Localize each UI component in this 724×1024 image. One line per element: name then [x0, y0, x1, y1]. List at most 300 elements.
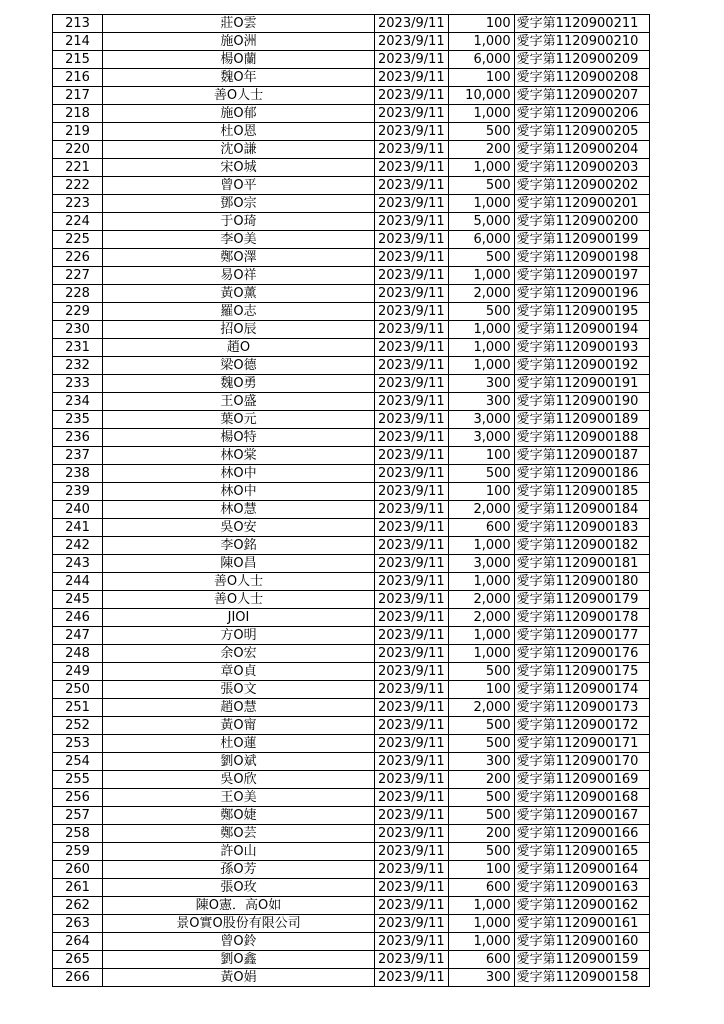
- table-row: [53, 753, 650, 771]
- table-row: [53, 411, 650, 429]
- row-number-cell: 261: [53, 879, 103, 897]
- receipt-number-cell: 愛字第1120900172: [514, 717, 649, 735]
- donor-name-cell: 葉O元: [103, 411, 375, 429]
- amount-cell: 6,000: [448, 231, 514, 249]
- row-number-cell: 222: [53, 177, 103, 195]
- receipt-number-cell: 愛字第1120900175: [514, 663, 649, 681]
- amount-cell: 1,000: [448, 645, 514, 663]
- row-number-cell: 216: [53, 69, 103, 87]
- receipt-number-cell: 愛字第1120900194: [514, 321, 649, 339]
- donation-date-cell: 2023/9/11: [375, 303, 449, 321]
- row-number-cell: 244: [53, 573, 103, 591]
- receipt-number-cell: 愛字第1120900170: [514, 753, 649, 771]
- row-number-cell: 226: [53, 249, 103, 267]
- amount-cell: 500: [448, 735, 514, 753]
- row-number-cell: 224: [53, 213, 103, 231]
- donor-name-cell: 林O慧: [103, 501, 375, 519]
- donor-name-cell: 鄭O婕: [103, 807, 375, 825]
- amount-cell: 100: [448, 447, 514, 465]
- donation-date-cell: 2023/9/11: [375, 177, 449, 195]
- row-number-cell: 247: [53, 627, 103, 645]
- receipt-number-cell: 愛字第1120900174: [514, 681, 649, 699]
- row-number-cell: 217: [53, 87, 103, 105]
- donor-name-cell: 林O中: [103, 483, 375, 501]
- amount-cell: 500: [448, 843, 514, 861]
- amount-cell: 1,000: [448, 537, 514, 555]
- amount-cell: 1,000: [448, 915, 514, 933]
- table-row: [53, 591, 650, 609]
- amount-cell: 3,000: [448, 429, 514, 447]
- donor-name-cell: 梁O德: [103, 357, 375, 375]
- receipt-number-cell: 愛字第1120900187: [514, 447, 649, 465]
- table-row: [53, 519, 650, 537]
- donation-date-cell: 2023/9/11: [375, 825, 449, 843]
- donation-date-cell: 2023/9/11: [375, 411, 449, 429]
- donation-date-cell: 2023/9/11: [375, 735, 449, 753]
- donation-date-cell: 2023/9/11: [375, 591, 449, 609]
- row-number-cell: 225: [53, 231, 103, 249]
- table-row: [53, 501, 650, 519]
- donor-name-cell: 黃O甯: [103, 717, 375, 735]
- receipt-number-cell: 愛字第1120900196: [514, 285, 649, 303]
- table-row: [53, 375, 650, 393]
- amount-cell: 200: [448, 771, 514, 789]
- receipt-number-cell: 愛字第1120900191: [514, 375, 649, 393]
- donation-date-cell: 2023/9/11: [375, 195, 449, 213]
- amount-cell: 1,000: [448, 195, 514, 213]
- row-number-cell: 235: [53, 411, 103, 429]
- row-number-cell: 256: [53, 789, 103, 807]
- table-row: [53, 789, 650, 807]
- table-row: [53, 771, 650, 789]
- receipt-number-cell: 愛字第1120900166: [514, 825, 649, 843]
- receipt-number-cell: 愛字第1120900163: [514, 879, 649, 897]
- donor-name-cell: 趙O慧: [103, 699, 375, 717]
- amount-cell: 200: [448, 825, 514, 843]
- table-row: [53, 699, 650, 717]
- receipt-number-cell: 愛字第1120900203: [514, 159, 649, 177]
- row-number-cell: 265: [53, 951, 103, 969]
- donation-date-cell: 2023/9/11: [375, 555, 449, 573]
- donor-name-cell: 余O宏: [103, 645, 375, 663]
- donation-date-cell: 2023/9/11: [375, 321, 449, 339]
- donation-date-cell: 2023/9/11: [375, 807, 449, 825]
- donation-date-cell: 2023/9/11: [375, 753, 449, 771]
- row-number-cell: 237: [53, 447, 103, 465]
- donor-name-cell: 杜O恩: [103, 123, 375, 141]
- receipt-number-cell: 愛字第1120900178: [514, 609, 649, 627]
- row-number-cell: 229: [53, 303, 103, 321]
- receipt-number-cell: 愛字第1120900159: [514, 951, 649, 969]
- donation-date-cell: 2023/9/11: [375, 501, 449, 519]
- table-row: [53, 357, 650, 375]
- donation-date-cell: 2023/9/11: [375, 375, 449, 393]
- row-number-cell: 221: [53, 159, 103, 177]
- receipt-number-cell: 愛字第1120900205: [514, 123, 649, 141]
- donor-name-cell: 易O祥: [103, 267, 375, 285]
- amount-cell: 500: [448, 807, 514, 825]
- table-row: [53, 645, 650, 663]
- row-number-cell: 245: [53, 591, 103, 609]
- row-number-cell: 263: [53, 915, 103, 933]
- amount-cell: 600: [448, 951, 514, 969]
- donation-date-cell: 2023/9/11: [375, 843, 449, 861]
- receipt-number-cell: 愛字第1120900179: [514, 591, 649, 609]
- receipt-number-cell: 愛字第1120900164: [514, 861, 649, 879]
- donation-table: [52, 14, 650, 987]
- table-row: [53, 897, 650, 915]
- table-row: [53, 537, 650, 555]
- amount-cell: 2,000: [448, 501, 514, 519]
- row-number-cell: 258: [53, 825, 103, 843]
- table-row: [53, 609, 650, 627]
- donor-name-cell: 莊O雲: [103, 15, 375, 33]
- row-number-cell: 262: [53, 897, 103, 915]
- donation-date-cell: 2023/9/11: [375, 447, 449, 465]
- receipt-number-cell: 愛字第1120900200: [514, 213, 649, 231]
- donor-name-cell: 林O棠: [103, 447, 375, 465]
- row-number-cell: 213: [53, 15, 103, 33]
- table-row: [53, 177, 650, 195]
- amount-cell: 300: [448, 393, 514, 411]
- row-number-cell: 251: [53, 699, 103, 717]
- donor-name-cell: 林O中: [103, 465, 375, 483]
- receipt-number-cell: 愛字第1120900199: [514, 231, 649, 249]
- donor-name-cell: 善O人士: [103, 87, 375, 105]
- amount-cell: 100: [448, 483, 514, 501]
- receipt-number-cell: 愛字第1120900184: [514, 501, 649, 519]
- receipt-number-cell: 愛字第1120900192: [514, 357, 649, 375]
- row-number-cell: 252: [53, 717, 103, 735]
- donor-name-cell: JIOI: [103, 609, 375, 627]
- donation-date-cell: 2023/9/11: [375, 123, 449, 141]
- row-number-cell: 215: [53, 51, 103, 69]
- table-row: [53, 969, 650, 987]
- donation-date-cell: 2023/9/11: [375, 771, 449, 789]
- amount-cell: 3,000: [448, 555, 514, 573]
- donor-name-cell: 杜O蓮: [103, 735, 375, 753]
- donor-name-cell: 曾O鈴: [103, 933, 375, 951]
- table-row: [53, 681, 650, 699]
- table-row: [53, 807, 650, 825]
- table-row: [53, 663, 650, 681]
- row-number-cell: 238: [53, 465, 103, 483]
- receipt-number-cell: 愛字第1120900161: [514, 915, 649, 933]
- amount-cell: 1,000: [448, 267, 514, 285]
- amount-cell: 6,000: [448, 51, 514, 69]
- table-row: [53, 861, 650, 879]
- receipt-number-cell: 愛字第1120900158: [514, 969, 649, 987]
- amount-cell: 600: [448, 879, 514, 897]
- donation-date-cell: 2023/9/11: [375, 483, 449, 501]
- donation-date-cell: 2023/9/11: [375, 897, 449, 915]
- table-row: [53, 825, 650, 843]
- amount-cell: 600: [448, 519, 514, 537]
- amount-cell: 2,000: [448, 609, 514, 627]
- receipt-number-cell: 愛字第1120900180: [514, 573, 649, 591]
- row-number-cell: 266: [53, 969, 103, 987]
- row-number-cell: 233: [53, 375, 103, 393]
- receipt-number-cell: 愛字第1120900195: [514, 303, 649, 321]
- donor-name-cell: 楊O特: [103, 429, 375, 447]
- row-number-cell: 220: [53, 141, 103, 159]
- receipt-number-cell: 愛字第1120900168: [514, 789, 649, 807]
- donor-name-cell: 李O銘: [103, 537, 375, 555]
- table-row: [53, 51, 650, 69]
- receipt-number-cell: 愛字第1120900202: [514, 177, 649, 195]
- donor-name-cell: 劉O斌: [103, 753, 375, 771]
- receipt-number-cell: 愛字第1120900193: [514, 339, 649, 357]
- amount-cell: 2,000: [448, 699, 514, 717]
- donor-name-cell: 善O人士: [103, 591, 375, 609]
- amount-cell: 1,000: [448, 33, 514, 51]
- donor-name-cell: 宋O城: [103, 159, 375, 177]
- donor-name-cell: 張O文: [103, 681, 375, 699]
- table-row: [53, 69, 650, 87]
- receipt-number-cell: 愛字第1120900182: [514, 537, 649, 555]
- donation-date-cell: 2023/9/11: [375, 933, 449, 951]
- row-number-cell: 232: [53, 357, 103, 375]
- table-row: [53, 915, 650, 933]
- row-number-cell: 231: [53, 339, 103, 357]
- amount-cell: 100: [448, 15, 514, 33]
- receipt-number-cell: 愛字第1120900188: [514, 429, 649, 447]
- donation-date-cell: 2023/9/11: [375, 969, 449, 987]
- donor-name-cell: 黃O娟: [103, 969, 375, 987]
- row-number-cell: 250: [53, 681, 103, 699]
- donation-date-cell: 2023/9/11: [375, 69, 449, 87]
- row-number-cell: 249: [53, 663, 103, 681]
- table-row: [53, 123, 650, 141]
- receipt-number-cell: 愛字第1120900211: [514, 15, 649, 33]
- amount-cell: 300: [448, 969, 514, 987]
- donor-name-cell: 于O琦: [103, 213, 375, 231]
- table-row: [53, 555, 650, 573]
- donation-date-cell: 2023/9/11: [375, 429, 449, 447]
- donor-name-cell: 黃O薰: [103, 285, 375, 303]
- donor-name-cell: 魏O勇: [103, 375, 375, 393]
- donor-name-cell: 曾O平: [103, 177, 375, 195]
- donation-date-cell: 2023/9/11: [375, 285, 449, 303]
- donor-name-cell: 施O洲: [103, 33, 375, 51]
- row-number-cell: 243: [53, 555, 103, 573]
- amount-cell: 500: [448, 177, 514, 195]
- receipt-number-cell: 愛字第1120900208: [514, 69, 649, 87]
- receipt-number-cell: 愛字第1120900204: [514, 141, 649, 159]
- table-row: [53, 447, 650, 465]
- table-row: [53, 627, 650, 645]
- amount-cell: 100: [448, 861, 514, 879]
- donor-name-cell: 招O辰: [103, 321, 375, 339]
- amount-cell: 1,000: [448, 357, 514, 375]
- table-row: [53, 321, 650, 339]
- receipt-number-cell: 愛字第1120900167: [514, 807, 649, 825]
- receipt-number-cell: 愛字第1120900181: [514, 555, 649, 573]
- donation-date-cell: 2023/9/11: [375, 33, 449, 51]
- row-number-cell: 248: [53, 645, 103, 663]
- donor-name-cell: 李O美: [103, 231, 375, 249]
- table-body: [53, 15, 650, 987]
- amount-cell: 1,000: [448, 573, 514, 591]
- donation-date-cell: 2023/9/11: [375, 681, 449, 699]
- donor-name-cell: 陳O憲．高O如: [103, 897, 375, 915]
- donation-date-cell: 2023/9/11: [375, 15, 449, 33]
- donation-date-cell: 2023/9/11: [375, 357, 449, 375]
- donation-date-cell: 2023/9/11: [375, 645, 449, 663]
- table-row: [53, 393, 650, 411]
- table-row: [53, 483, 650, 501]
- receipt-number-cell: 愛字第1120900162: [514, 897, 649, 915]
- receipt-number-cell: 愛字第1120900206: [514, 105, 649, 123]
- receipt-number-cell: 愛字第1120900169: [514, 771, 649, 789]
- donation-date-cell: 2023/9/11: [375, 951, 449, 969]
- table-row: [53, 717, 650, 735]
- row-number-cell: 230: [53, 321, 103, 339]
- amount-cell: 500: [448, 123, 514, 141]
- row-number-cell: 253: [53, 735, 103, 753]
- amount-cell: 1,000: [448, 339, 514, 357]
- donation-date-cell: 2023/9/11: [375, 537, 449, 555]
- amount-cell: 1,000: [448, 105, 514, 123]
- donor-name-cell: 魏O年: [103, 69, 375, 87]
- donation-date-cell: 2023/9/11: [375, 159, 449, 177]
- row-number-cell: 242: [53, 537, 103, 555]
- row-number-cell: 219: [53, 123, 103, 141]
- amount-cell: 1,000: [448, 627, 514, 645]
- table-row: [53, 429, 650, 447]
- donor-name-cell: 吳O欣: [103, 771, 375, 789]
- donor-name-cell: 王O美: [103, 789, 375, 807]
- table-row: [53, 573, 650, 591]
- donation-date-cell: 2023/9/11: [375, 465, 449, 483]
- amount-cell: 500: [448, 717, 514, 735]
- amount-cell: 100: [448, 69, 514, 87]
- amount-cell: 2,000: [448, 591, 514, 609]
- receipt-number-cell: 愛字第1120900173: [514, 699, 649, 717]
- donor-name-cell: 鄧O宗: [103, 195, 375, 213]
- donation-date-cell: 2023/9/11: [375, 699, 449, 717]
- table-row: [53, 159, 650, 177]
- donation-date-cell: 2023/9/11: [375, 231, 449, 249]
- table-row: [53, 195, 650, 213]
- amount-cell: 100: [448, 681, 514, 699]
- donor-name-cell: 善O人士: [103, 573, 375, 591]
- amount-cell: 500: [448, 663, 514, 681]
- donor-name-cell: 章O貞: [103, 663, 375, 681]
- amount-cell: 500: [448, 303, 514, 321]
- donation-date-cell: 2023/9/11: [375, 609, 449, 627]
- amount-cell: 1,000: [448, 933, 514, 951]
- row-number-cell: 236: [53, 429, 103, 447]
- amount-cell: 300: [448, 753, 514, 771]
- donor-name-cell: 鄭O澤: [103, 249, 375, 267]
- donor-name-cell: 鄭O芸: [103, 825, 375, 843]
- row-number-cell: 241: [53, 519, 103, 537]
- receipt-number-cell: 愛字第1120900189: [514, 411, 649, 429]
- donor-name-cell: 方O明: [103, 627, 375, 645]
- donation-date-cell: 2023/9/11: [375, 519, 449, 537]
- donation-date-cell: 2023/9/11: [375, 213, 449, 231]
- donation-date-cell: 2023/9/11: [375, 51, 449, 69]
- donation-date-cell: 2023/9/11: [375, 393, 449, 411]
- table-row: [53, 951, 650, 969]
- row-number-cell: 227: [53, 267, 103, 285]
- receipt-number-cell: 愛字第1120900210: [514, 33, 649, 51]
- donation-date-cell: 2023/9/11: [375, 627, 449, 645]
- donor-name-cell: 吳O安: [103, 519, 375, 537]
- donor-name-cell: 楊O蘭: [103, 51, 375, 69]
- table-row: [53, 339, 650, 357]
- donor-name-cell: 施O郁: [103, 105, 375, 123]
- table-row: [53, 303, 650, 321]
- amount-cell: 2,000: [448, 285, 514, 303]
- table-row: [53, 87, 650, 105]
- table-row: [53, 213, 650, 231]
- donor-name-cell: 景O實O股份有限公司: [103, 915, 375, 933]
- donation-date-cell: 2023/9/11: [375, 861, 449, 879]
- table-row: [53, 15, 650, 33]
- receipt-number-cell: 愛字第1120900183: [514, 519, 649, 537]
- donation-date-cell: 2023/9/11: [375, 339, 449, 357]
- donor-name-cell: 趙O: [103, 339, 375, 357]
- donor-name-cell: 羅O志: [103, 303, 375, 321]
- table-row: [53, 267, 650, 285]
- table-row: [53, 33, 650, 51]
- donation-date-cell: 2023/9/11: [375, 879, 449, 897]
- amount-cell: 5,000: [448, 213, 514, 231]
- donation-date-cell: 2023/9/11: [375, 717, 449, 735]
- donor-name-cell: 孫O芳: [103, 861, 375, 879]
- donor-name-cell: 沈O謙: [103, 141, 375, 159]
- amount-cell: 200: [448, 141, 514, 159]
- table-row: [53, 105, 650, 123]
- receipt-number-cell: 愛字第1120900165: [514, 843, 649, 861]
- table-row: [53, 843, 650, 861]
- row-number-cell: 239: [53, 483, 103, 501]
- table-row: [53, 231, 650, 249]
- amount-cell: 1,000: [448, 159, 514, 177]
- table-row: [53, 249, 650, 267]
- row-number-cell: 255: [53, 771, 103, 789]
- amount-cell: 500: [448, 789, 514, 807]
- row-number-cell: 257: [53, 807, 103, 825]
- receipt-number-cell: 愛字第1120900201: [514, 195, 649, 213]
- row-number-cell: 246: [53, 609, 103, 627]
- row-number-cell: 254: [53, 753, 103, 771]
- amount-cell: 10,000: [448, 87, 514, 105]
- row-number-cell: 218: [53, 105, 103, 123]
- table-row: [53, 465, 650, 483]
- table-row: [53, 285, 650, 303]
- amount-cell: 3,000: [448, 411, 514, 429]
- donor-name-cell: 陳O昌: [103, 555, 375, 573]
- receipt-number-cell: 愛字第1120900171: [514, 735, 649, 753]
- receipt-number-cell: 愛字第1120900186: [514, 465, 649, 483]
- receipt-number-cell: 愛字第1120900160: [514, 933, 649, 951]
- amount-cell: 300: [448, 375, 514, 393]
- table-row: [53, 141, 650, 159]
- donation-date-cell: 2023/9/11: [375, 87, 449, 105]
- receipt-number-cell: 愛字第1120900209: [514, 51, 649, 69]
- donor-name-cell: 許O山: [103, 843, 375, 861]
- donation-date-cell: 2023/9/11: [375, 573, 449, 591]
- donation-date-cell: 2023/9/11: [375, 267, 449, 285]
- receipt-number-cell: 愛字第1120900197: [514, 267, 649, 285]
- donation-date-cell: 2023/9/11: [375, 915, 449, 933]
- donor-name-cell: 劉O鑫: [103, 951, 375, 969]
- table-row: [53, 933, 650, 951]
- receipt-number-cell: 愛字第1120900198: [514, 249, 649, 267]
